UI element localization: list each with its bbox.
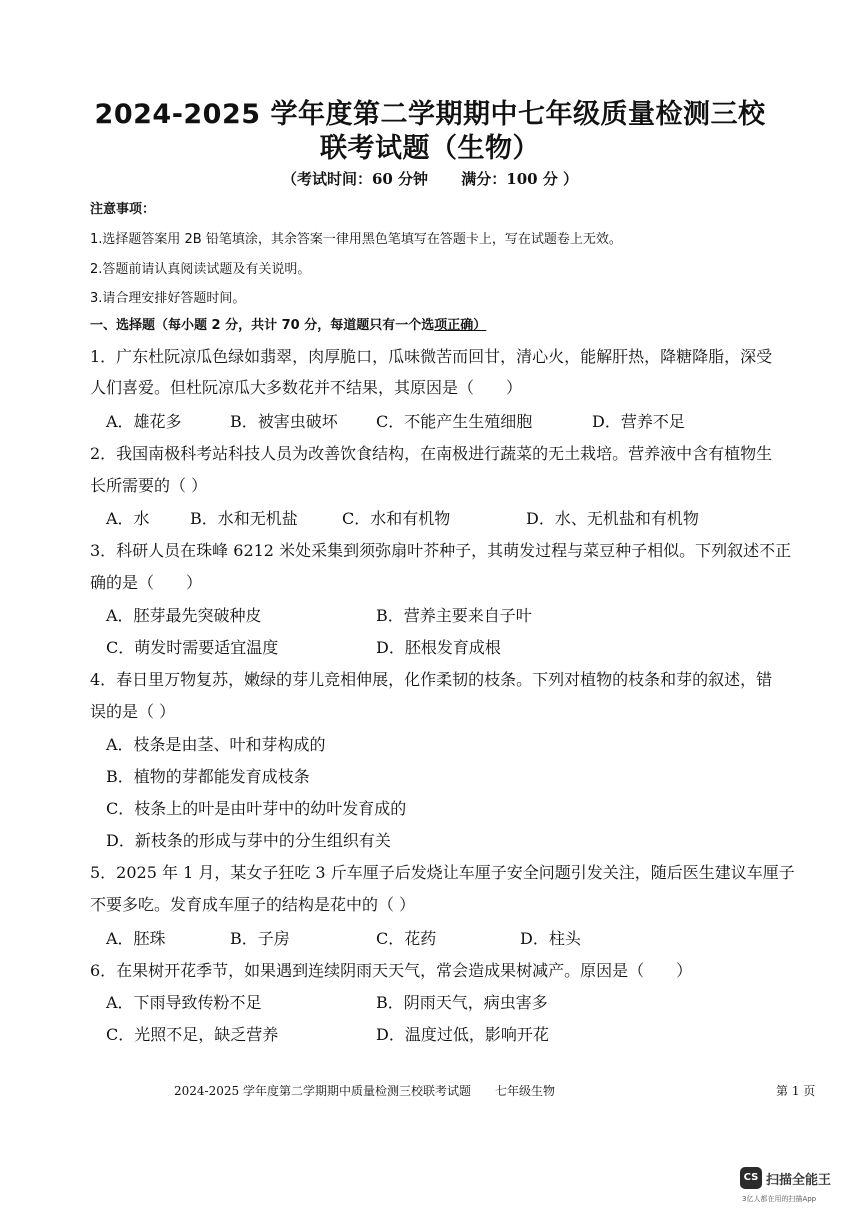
question-4-option-d: D．新枝条的形成与芽中的分生组织有关 xyxy=(106,831,391,850)
section-heading-underlined: 项正确） xyxy=(434,318,487,333)
note-item: 1.选择题答案用 2B 铅笔填涂，其余答案一律用黑色笔填写在答题卡上，写在试题卷上无效。 xyxy=(90,232,622,247)
question-4-line-1: 4．春日里万物复苏，嫩绿的芽儿竞相伸展，化作柔韧的枝条。下列对植物的枝条和芽的叙述，错 xyxy=(90,670,773,689)
option-c: C．不能产生生殖细胞 xyxy=(376,412,533,431)
question-3-line-2: 确的是（ ） xyxy=(90,573,203,592)
question-6-line-1: 6．在果树开花季节，如果遇到连续阴雨天天气，常会造成果树减产。原因是（ ） xyxy=(90,961,693,980)
option-d: D．柱头 xyxy=(520,929,581,948)
question-1-line-1: 1．广东杜阮凉瓜色绿如翡翠，肉厚脆口，瓜味微苦而回甘，清心火，能解肝热，降糖降脂，深受 xyxy=(90,347,773,366)
option-d: D．胚根发育成根 xyxy=(376,638,501,657)
exam-time: （考试时间：60 分钟 xyxy=(281,170,429,188)
question-1-line-2: 人们喜爱。但杜阮凉瓜大多数花并不结果，其原因是（ ） xyxy=(90,378,523,397)
question-2-line-1: 2．我国南极科考站科技人员为改善饮食结构，在南极进行蔬菜的无土栽培。营养液中含有植物生 xyxy=(90,444,773,463)
option-c: C．水和有机物 xyxy=(342,509,451,528)
option-c: C．花药 xyxy=(376,929,437,948)
question-4-option-c: C．枝条上的叶是由叶芽中的幼叶发育成的 xyxy=(106,799,407,818)
option-a: A．胚珠 xyxy=(106,929,166,948)
option-c: C．光照不足，缺乏营养 xyxy=(106,1025,279,1044)
option-a: A．下雨导致传粉不足 xyxy=(106,993,262,1012)
exam-score: 满分：100 分 ） xyxy=(461,170,579,188)
note-item: 3.请合理安排好答题时间。 xyxy=(90,291,246,306)
footer-title: 2024-2025 学年度第二学期期中质量检测三校联考试题 七年级生物 xyxy=(174,1084,555,1098)
option-a: A．胚芽最先突破种皮 xyxy=(106,606,262,625)
question-5-line-2: 不要多吃。发育成车厘子的结构是花中的（ ） xyxy=(90,895,416,914)
camscanner-logo-icon: CS xyxy=(740,1167,762,1189)
watermark-tagline: 3亿人都在用的扫描App xyxy=(742,1195,817,1203)
option-b: B．阴雨天气，病虫害多 xyxy=(376,993,548,1012)
exam-subtitle xyxy=(0,168,860,189)
page-number: 第 1 页 xyxy=(776,1084,816,1098)
question-4-line-2: 误的是（ ） xyxy=(90,702,176,721)
scanner-watermark xyxy=(740,1167,840,1207)
note-item: 2.答题前请认真阅读试题及有关说明。 xyxy=(90,262,311,277)
option-b: B．水和无机盐 xyxy=(190,509,298,528)
watermark-app-name: 扫描全能王 xyxy=(766,1173,832,1188)
option-b: B．被害虫破坏 xyxy=(230,412,338,431)
option-c: C．萌发时需要适宜温度 xyxy=(106,638,279,657)
option-a: A．雄花多 xyxy=(106,412,182,431)
section-heading-text: 一、选择题（每小题 2 分，共计 70 分，每道题只有一个选 xyxy=(90,318,435,333)
option-d: D．营养不足 xyxy=(592,412,685,431)
section-heading xyxy=(90,314,486,333)
notes-heading: 注意事项： xyxy=(90,202,156,217)
option-d: D．水、无机盐和有机物 xyxy=(526,509,699,528)
question-4-option-b: B．植物的芽都能发育成枝条 xyxy=(106,767,310,786)
option-b: B．营养主要来自子叶 xyxy=(376,606,532,625)
question-4-option-a: A．枝条是由茎、叶和芽构成的 xyxy=(106,735,326,754)
option-b: B．子房 xyxy=(230,929,290,948)
option-a: A．水 xyxy=(106,509,150,528)
exam-title-line2: 联考试题（生物） xyxy=(320,133,540,164)
exam-title-line1: 2024-2025 学年度第二学期期中七年级质量检测三校 xyxy=(94,99,766,130)
option-d: D．温度过低，影响开花 xyxy=(376,1025,549,1044)
question-5-line-1: 5．2025 年 1 月，某女子狂吃 3 斤车厘子后发烧让车厘子安全问题引发关注，随后医生建议车厘子 xyxy=(90,863,795,882)
question-2-line-2: 长所需要的（ ） xyxy=(90,476,208,495)
question-3-line-1: 3．科研人员在珠峰 6212 米处采集到须弥扇叶芥种子，其萌发过程与菜豆种子相似。下列叙述不正 xyxy=(90,541,792,560)
